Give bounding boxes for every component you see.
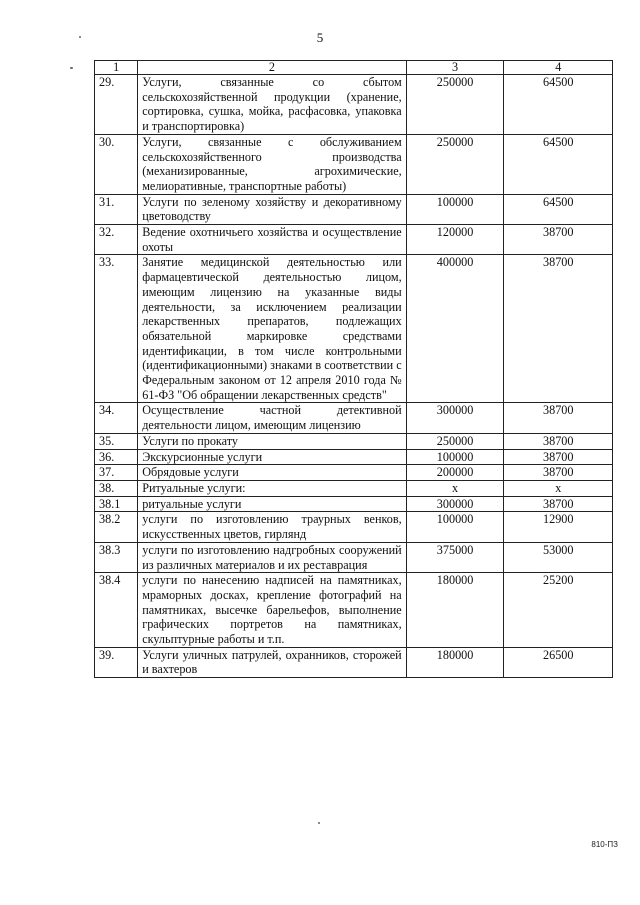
row-number: 38.3 — [95, 542, 138, 572]
row-description: услуги по изготовлению надгробных сооружений из различных материалов и их реставрация — [138, 542, 406, 572]
row-description: Занятие медицинской деятельностью или фармацевтической деятельностью лицом, имеющим лицензию на указанные виды деятельности, за исключением реализации лекарственных препаратов, подлежащих обязательной маркировке средствами идентификации, в том числе контрольными (идентификационными) знаками в соответствии с Федеральным законом от 12 апреля 2010 года № 61-ФЗ "Об обращении лекарственных средств" — [138, 255, 406, 403]
scan-speck — [318, 822, 320, 824]
row-number: 31. — [95, 194, 138, 224]
row-value-col4: 38700 — [504, 403, 613, 433]
row-value-col3: 250000 — [406, 75, 504, 135]
row-number: 29. — [95, 75, 138, 135]
row-value-col3: 300000 — [406, 403, 504, 433]
row-value-col3: 180000 — [406, 647, 504, 677]
scan-speck — [70, 67, 73, 69]
row-value-col4: 25200 — [504, 573, 613, 648]
header-cell-4: 4 — [504, 61, 613, 75]
header-cell-2: 2 — [138, 61, 406, 75]
row-number: 34. — [95, 403, 138, 433]
row-value-col4: 26500 — [504, 647, 613, 677]
header-cell-1: 1 — [95, 61, 138, 75]
row-value-col3: 120000 — [406, 225, 504, 255]
services-table — [94, 60, 613, 678]
row-value-col3: 400000 — [406, 255, 504, 403]
table-row — [95, 449, 613, 465]
row-value-col4: 64500 — [504, 75, 613, 135]
row-description: Услуги уличных патрулей, охранников, сторожей и вахтеров — [138, 647, 406, 677]
row-description: Услуги по прокату — [138, 433, 406, 449]
row-description: услуги по изготовлению траурных венков, искусственных цветов, гирлянд — [138, 512, 406, 542]
table-header-row — [95, 61, 613, 75]
row-description: Услуги по зеленому хозяйству и декоративному цветоводству — [138, 194, 406, 224]
table-row — [95, 433, 613, 449]
row-number: 36. — [95, 449, 138, 465]
form-code: 810-ПЗ — [591, 840, 618, 849]
row-value-col4: 38700 — [504, 465, 613, 481]
row-description: услуги по нанесению надписей на памятниках, мраморных досках, крепление фотографий на памятниках, высечке барельефов, выполнение графических портретов на памятниках, скульптурные работы и т.п. — [138, 573, 406, 648]
table-row — [95, 255, 613, 403]
row-value-col3: 200000 — [406, 465, 504, 481]
table-row — [95, 496, 613, 512]
row-description: Обрядовые услуги — [138, 465, 406, 481]
row-description: Экскурсионные услуги — [138, 449, 406, 465]
row-value-col3: 100000 — [406, 449, 504, 465]
row-value-col4: 38700 — [504, 225, 613, 255]
table-row — [95, 542, 613, 572]
row-value-col3: 180000 — [406, 573, 504, 648]
row-value-col3: 250000 — [406, 433, 504, 449]
table-row — [95, 465, 613, 481]
table-row — [95, 75, 613, 135]
row-description: Ритуальные услуги: — [138, 480, 406, 496]
table-row — [95, 512, 613, 542]
table-row — [95, 225, 613, 255]
row-value-col4: 38700 — [504, 255, 613, 403]
row-description: Услуги, связанные со сбытом сельскохозяйственной продукции (хранение, сортировка, сушка, мойка, расфасовка, упаковка и транспортировка) — [138, 75, 406, 135]
row-description: Услуги, связанные с обслуживанием сельскохозяйственного производства (механизированные, агрохимические, мелиоративные, транспортные работы) — [138, 134, 406, 194]
row-number: 32. — [95, 225, 138, 255]
row-value-col4: 38700 — [504, 449, 613, 465]
row-value-col3: 250000 — [406, 134, 504, 194]
row-description: ритуальные услуги — [138, 496, 406, 512]
table-row — [95, 194, 613, 224]
row-value-col3: 375000 — [406, 542, 504, 572]
table-row — [95, 403, 613, 433]
row-value-col4: 38700 — [504, 433, 613, 449]
row-number: 30. — [95, 134, 138, 194]
row-number: 38.2 — [95, 512, 138, 542]
row-number: 37. — [95, 465, 138, 481]
row-number: 33. — [95, 255, 138, 403]
row-number: 38. — [95, 480, 138, 496]
row-value-col4: 38700 — [504, 496, 613, 512]
table-row — [95, 480, 613, 496]
row-value-col4: 64500 — [504, 194, 613, 224]
row-number: 38.1 — [95, 496, 138, 512]
table-row — [95, 573, 613, 648]
table-row — [95, 134, 613, 194]
row-value-col3: 100000 — [406, 512, 504, 542]
row-value-col3: x — [406, 480, 504, 496]
row-number: 39. — [95, 647, 138, 677]
row-value-col4: 64500 — [504, 134, 613, 194]
row-description: Ведение охотничьего хозяйства и осуществление охоты — [138, 225, 406, 255]
row-value-col4: 53000 — [504, 542, 613, 572]
header-cell-3: 3 — [406, 61, 504, 75]
row-value-col4: x — [504, 480, 613, 496]
row-number: 35. — [95, 433, 138, 449]
table-row — [95, 647, 613, 677]
row-number: 38.4 — [95, 573, 138, 648]
row-value-col4: 12900 — [504, 512, 613, 542]
scan-speck — [79, 36, 81, 38]
row-description: Осуществление частной детективной деятельности лицом, имеющим лицензию — [138, 403, 406, 433]
row-value-col3: 100000 — [406, 194, 504, 224]
row-value-col3: 300000 — [406, 496, 504, 512]
page-number: 5 — [316, 30, 324, 45]
